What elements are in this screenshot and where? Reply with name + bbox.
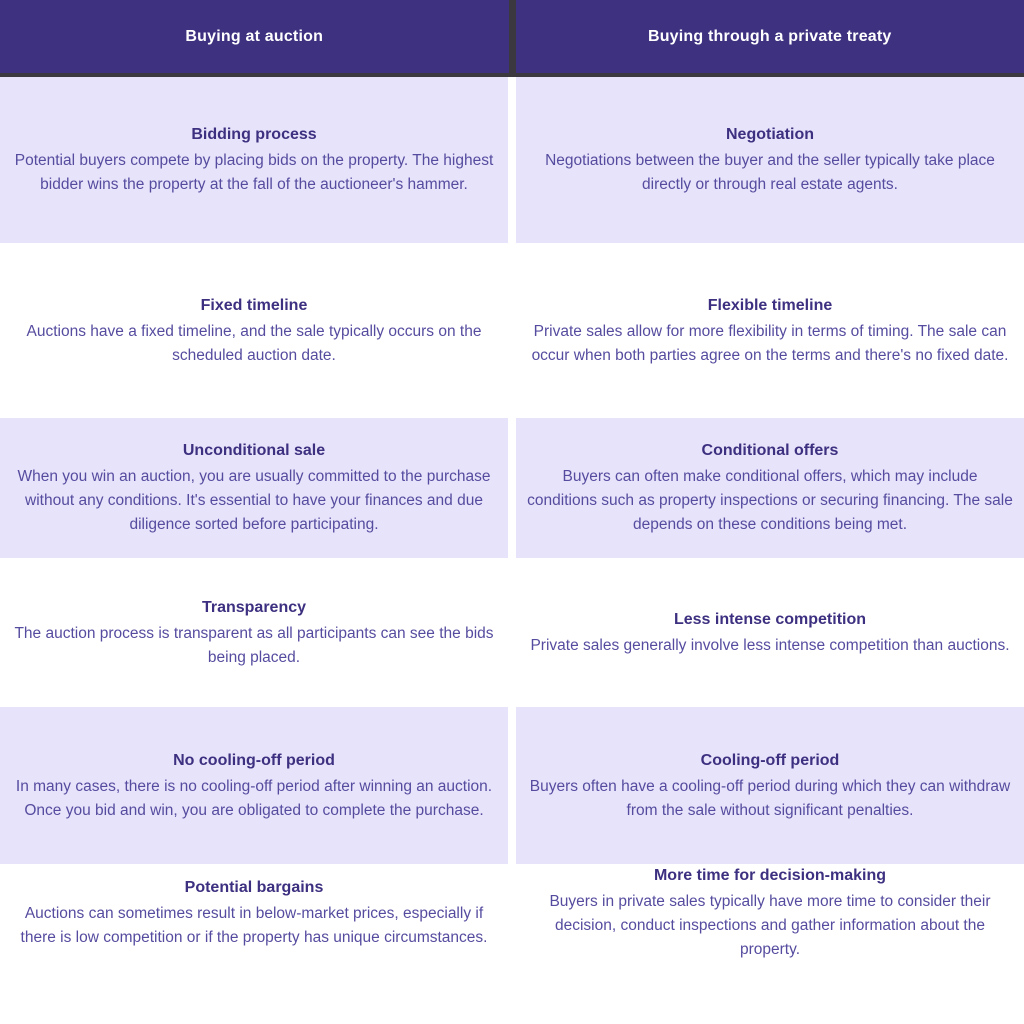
table-row (0, 707, 1024, 864)
cell-less-intense-competition (516, 558, 1024, 707)
cell-title: Less intense competition (673, 610, 867, 628)
cell-title: Potential bargains (184, 879, 324, 896)
cell-title: Flexible timeline (707, 296, 833, 314)
cell-body: When you win an auction, you are usually committed to the purchase without any conditions. It's essential to have your finances and due diligence sorted before participating. (17, 468, 491, 533)
cell-title: Negotiation (726, 126, 814, 143)
cell-fixed-timeline (0, 243, 508, 418)
column-header-label: Buying at auction (185, 27, 324, 45)
cell-unconditional-sale (0, 418, 508, 558)
table-header-row (0, 0, 1024, 77)
table-row (0, 864, 1024, 962)
cell-title: More time for decision-making (653, 867, 887, 884)
cell-transparency (0, 558, 508, 707)
table-row (0, 558, 1024, 707)
cell-potential-bargains (0, 864, 508, 962)
cell-title: Bidding process (191, 126, 317, 143)
cell-body: Buyers in private sales typically have more time to consider their decision, conduct inspections and gather information about the property. (549, 893, 991, 958)
cell-body: Auctions can sometimes result in below-market prices, especially if there is low competition or if the property has unique circumstances. (20, 905, 488, 946)
cell-flexible-timeline (516, 243, 1024, 418)
cell-bidding-process (0, 77, 508, 243)
cell-conditional-offers (516, 418, 1024, 558)
cell-title: Unconditional sale (182, 442, 326, 459)
cell-negotiation (516, 77, 1024, 243)
cell-title: No cooling-off period (173, 751, 335, 769)
cell-no-cooling-off-period (0, 707, 508, 864)
cell-body: Private sales generally involve less intense competition than auctions. (530, 636, 1010, 654)
cell-title: Conditional offers (701, 442, 839, 459)
cell-body: Buyers can often make conditional offers, which may include conditions such as property inspections or securing financing. The sale depends on these conditions being met. (527, 468, 1013, 533)
cell-body: Buyers often have a cooling-off period during which they can withdraw from the sale without significant penalties. (529, 777, 1011, 819)
table-row (0, 77, 1024, 243)
cell-title: Transparency (201, 598, 307, 616)
cell-body: Auctions have a fixed timeline, and the sale typically occurs on the scheduled auction date. (26, 322, 482, 364)
table-row (0, 243, 1024, 418)
cell-body: The auction process is transparent as all participants can see the bids being placed. (14, 624, 494, 666)
cell-body: Negotiations between the buyer and the seller typically take place directly or through real estate agents. (545, 152, 995, 193)
cell-body: Potential buyers compete by placing bids on the property. The highest bidder wins the property at the fall of the auctioneer's hammer. (14, 152, 494, 193)
header-cell-auction (0, 0, 509, 73)
column-header-label: Buying through a private treaty (647, 27, 892, 45)
cell-body: In many cases, there is no cooling-off period after winning an auction. Once you bid and win, you are obligated to complete the purchase. (15, 777, 493, 819)
cell-body: Private sales allow for more flexibility in terms of timing. The sale can occur when both parties agree on the terms and there's no fixed date. (531, 322, 1009, 364)
cell-title: Fixed timeline (200, 296, 308, 314)
table-row (0, 418, 1024, 558)
cell-more-time-decision-making (516, 864, 1024, 962)
header-cell-private-treaty (516, 0, 1024, 73)
cell-title: Cooling-off period (700, 751, 840, 769)
cell-cooling-off-period (516, 707, 1024, 864)
